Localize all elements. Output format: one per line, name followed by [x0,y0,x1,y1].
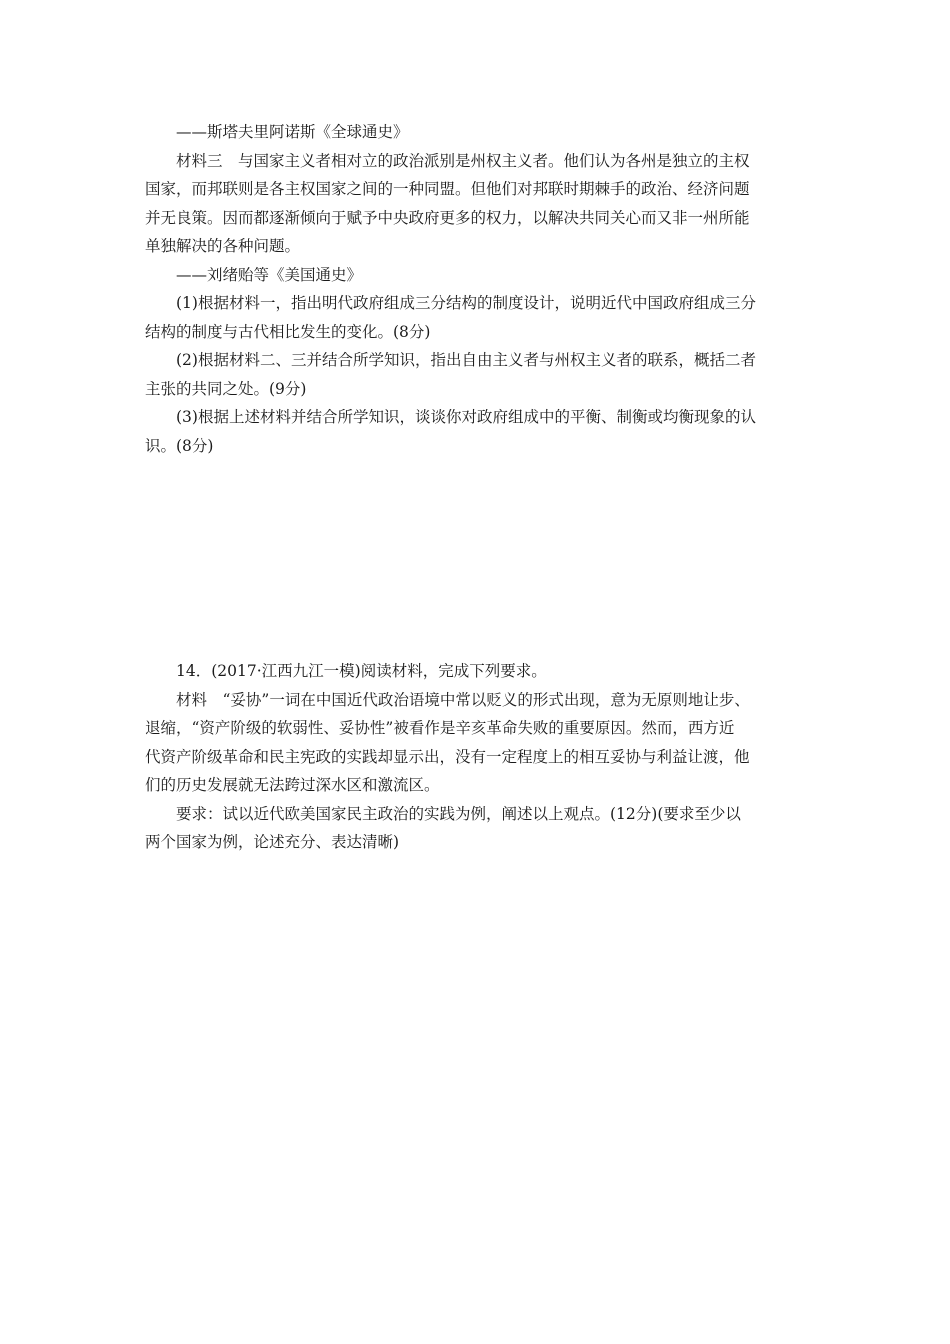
question-line: 识。(8分) [145,436,214,455]
material-three-line: 国家，而邦联则是各主权国家之间的一种同盟。但他们对邦联时期棘手的政治、经济问题 [145,180,750,198]
source-citation-us-history: ——刘绪贻等《美国通史》 [176,265,363,284]
question-line: (1)根据材料一，指出明代政府组成三分结构的制度设计，说明近代中国政府组成三分 [176,294,756,312]
material-three-line: 并无良策。因而都逐渐倾向于赋予中央政府更多的权力，以解决共同关心而又非一州所能 [145,208,750,227]
question-14-material-line: 代资产阶级革命和民主宪政的实践却显示出，没有一定程度上的相互妥协与利益让渡，他 [145,747,750,766]
question-1 [145,289,810,346]
question-14-heading: 14．(2017·江西九江一模)阅读材料，完成下列要求。 [176,662,547,680]
question-3 [145,403,810,460]
question-14-material-line: 退缩，“资产阶级的软弱性、妥协性”被看作是辛亥革命失败的重要原因。然而，西方近 [145,719,735,737]
answer-space [145,460,810,657]
question-2 [145,346,810,403]
document-page [145,118,810,857]
material-three-line: 单独解决的各种问题。 [145,237,301,255]
question-line: (2)根据材料二、三并结合所学知识，指出自由主义者与州权主义者的联系，概括二者 [176,351,756,369]
question-line: 主张的共同之处。(9分) [145,379,307,398]
question-14-requirement-line: 两个国家为例，论述充分、表达清晰) [145,833,400,851]
source-citation-global-history: ——斯塔夫里阿诺斯《全球通史》 [176,123,409,141]
question-line: 结构的制度与古代相比发生的变化。(8分) [145,322,431,341]
question-14-material-line: 们的历史发展就无法跨过深水区和激流区。 [145,776,440,794]
question-14 [145,657,810,857]
material-three [145,147,810,261]
question-14-requirement-line: 要求：试以近代欧美国家民主政治的实践为例，阐述以上观点。(12分)(要求至少以 [176,804,741,823]
question-14-material-line: 材料 “妥协”一词在中国近代政治语境中常以贬义的形式出现，意为无原则地让步、 [176,690,750,709]
material-three-line: 材料三 与国家主义者相对立的政治派别是州权主义者。他们认为各州是独立的主权 [176,151,750,170]
question-line: (3)根据上述材料并结合所学知识，谈谈你对政府组成中的平衡、制衡或均衡现象的认 [176,408,756,426]
